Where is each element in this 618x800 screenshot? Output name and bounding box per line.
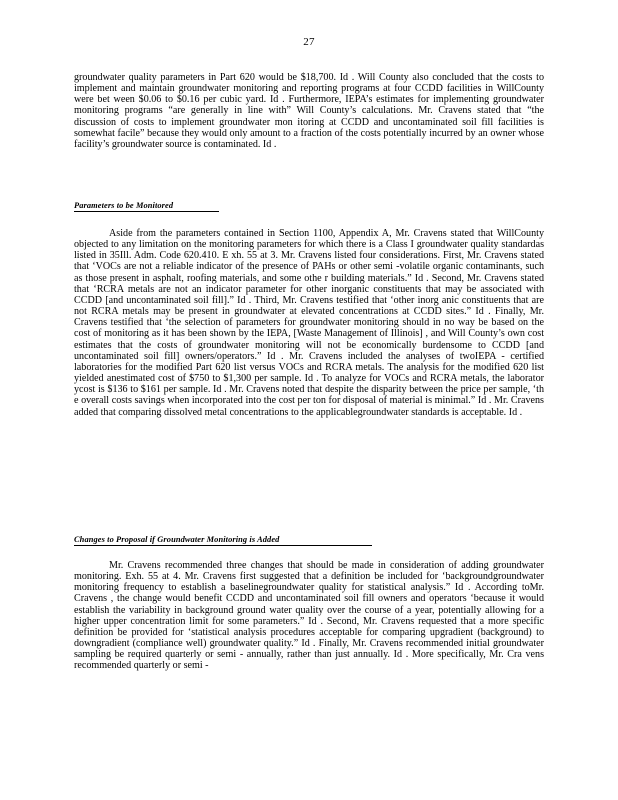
section-heading-parameters: Parameters to be Monitored — [74, 201, 174, 210]
section-heading-changes: Changes to Proposal if Groundwater Monitoring is Added — [74, 535, 280, 544]
page-number: 27 — [303, 36, 315, 48]
paragraph-parameters: Aside from the parameters contained in Section 1100, Appendix A, Mr. Cravens stated that WillCounty objected to any limitation on the monitoring parameters for which there is a Class I groundwater quality standardas listed in 35Ill. Adm. Code 620.410. E xh. 55 at 3. Mr. Cravens listed four considerations. First, Mr. Cravens stated that ‘VOCs are not a reliable indicator of the presence of PAHs or other semi -volatile organic contaminants, such as those present in asphalt, roofing materials, and some othe r building materials.” Id . Second, Mr. Cravens stated that ‘RCRA metals are not an indicator parameter for other inorganic constituents that may be associated with CCDD [and uncontaminated soil fill].” Id . Third, Mr. Cravens testified that ‘other inorg anic constituents that are not RCRA metals may be present in groundwater at elevated concentrations at CCDD sites.” Id . Finally, Mr. Cravens testified that ‘the selection of parameters for groundwater monitoring should in no way be based on the cost of monitoring as it has been shown by the IEPA, [Waste Management of Illinois] , and Will County’s own cost estimates that the costs of groundwater monitoring will not be economically burdensome to CCDD [and uncontaminated soil fill] owners/operators.” Id . Mr. Cravens included the analyses of twoIEPA - certified laboratories for the modified Part 620 list versus VOCs and RCRA metals. The analysis for the modified 620 list yielded anestimated cost of $750 to $1,300 per sample. Id . To analyze for VOCs and RCRA metals, the laborator ycost is $136 to $161 per sample. Id . Mr. Cravens noted that despite the disparity between the price per sample, ‘th e overall costs savings when incorporated into the cost per ton for disposal of material is minimal.” Id . Mr. Cravens added that comparing dissolved metal concentrations to the applicablegroundwater standards is acceptable. Id . — [74, 228, 544, 418]
paragraph-cost-estimates: groundwater quality parameters in Part 620 would be $18,700. Id . Will County also concluded that the costs to implement and maintain groundwater monitoring and reporting programs at four CCDD facilities in WillCounty were bet ween $0.06 to $0.16 per cubic yard. Id . Furthermore, IEPA’s estimates for implementing groundwater monitoring programs “are generally in line with” Will County’s calculations. Mr. Cravens stated that “the discussion of costs to implement groundwater mon itoring at CCDD and uncontaminated soil fill facilities is somewhat facile” because they would only amount to a fraction of the costs potentially incurred by an owner whose facility’s groundwater source is contaminated. Id . — [74, 72, 544, 150]
heading-underline — [74, 211, 219, 212]
heading-underline — [74, 545, 372, 546]
paragraph-changes: Mr. Cravens recommended three changes that should be made in consideration of adding groundwater monitoring. Exh. 55 at 4. Mr. Cravens first suggested that a definition be included for ‘backgroundgroundwater monitoring frequency to establish a baselinegroundwater quality for statistical analysis.” Id . According toMr. Cravens , the change would benefit CCDD and uncontaminated soil fill owners and operators ‘because it would establish the variability in background ground water quality over the course of a year, potentially allowing for a higher upper concentration limit for some parameters.” Id . Second, Mr. Cravens requested that a more specific definition be provided for ‘statistical analysis procedures acceptable for comparing upgradient (background) to downgradient (compliance well) groundwater quality.” Id . Finally, Mr. Cravens recommended initial groundwater sampling be required quarterly or semi - annually, rather than just annually. Id . More specifically, Mr. Cra vens recommended quarterly or semi - — [74, 560, 544, 672]
